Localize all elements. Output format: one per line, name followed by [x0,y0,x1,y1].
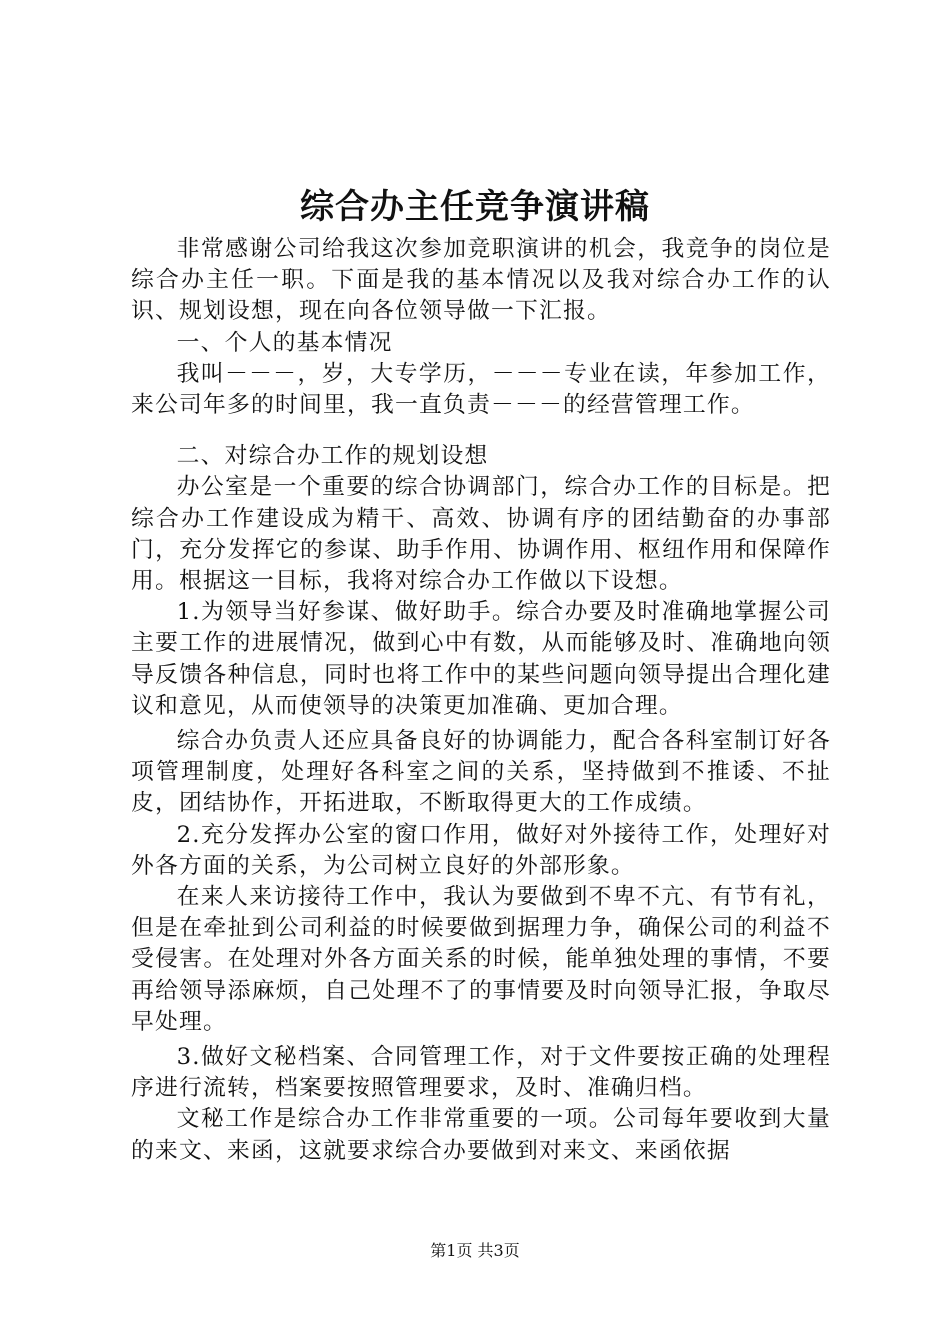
paragraph-reception: 在来人来访接待工作中，我认为要做到不卑不亢、有节有礼，但是在牵扯到公司利益的时候要做到据理力争，确保公司的利益不受侵害。在处理对外各方面关系的时候，能单独处理的事情，不要再给领导添麻烦，自己处理不了的事情要及时向领导汇报，争取尽早处理。 [131,884,831,1035]
document-body [131,234,831,1167]
paragraph-item-1: 1.为领导当好参谋、做好助手。综合办要及时准确地掌握公司主要工作的进展情况，做到心中有数，从而能够及时、准确地向领导反馈各种信息，同时也将工作中的某些问题向领导提出合理化建议和意见，从而使领导的决策更加准确、更加合理。 [131,599,831,719]
paragraph-secretarial: 文秘工作是综合办工作非常重要的一项。公司每年要收到大量的来文、来函，这就要求综合办要做到对来文、来函依据 [131,1106,831,1164]
section-heading-2: 二、对综合办工作的规划设想 [176,443,489,470]
document-title: 综合办主任竞争演讲稿 [300,187,650,227]
paragraph-item-2: 2.充分发挥办公室的窗口作用，做好对外接待工作，处理好对外各方面的关系，为公司树立良好的外部形象。 [131,821,831,879]
paragraph-personal-info: 我叫－－－，岁，大专学历，－－－专业在读，年参加工作，来公司年多的时间里，我一直负责－－－的经营管理工作。 [131,360,831,419]
page-footer: 第1页 共3页 [430,1241,520,1260]
paragraph-coordination: 综合办负责人还应具备良好的协调能力，配合各科室制订好各项管理制度，处理好各科室之间的关系，坚持做到不推诿、不扯皮，团结协作，开拓进取，不断取得更大的工作成绩。 [131,728,831,817]
paragraph-intro: 非常感谢公司给我这次参加竞职演讲的机会，我竞争的岗位是综合办主任一职。下面是我的基本情况以及我对综合办工作的认识、规划设想，现在向各位领导做一下汇报。 [131,236,831,325]
section-heading-1: 一、个人的基本情况 [176,329,393,356]
paragraph-item-3: 3.做好文秘档案、合同管理工作，对于文件要按正确的处理程序进行流转，档案要按照管理要求，及时、准确归档。 [131,1044,831,1102]
paragraph-office-goal: 办公室是一个重要的综合协调部门，综合办工作的目标是。把综合办工作建设成为精干、高效、协调有序的团结勤奋的办事部门，充分发挥它的参谋、助手作用、协调作用、枢纽作用和保障作用。根据这一目标，我将对综合办工作做以下设想。 [131,474,831,595]
